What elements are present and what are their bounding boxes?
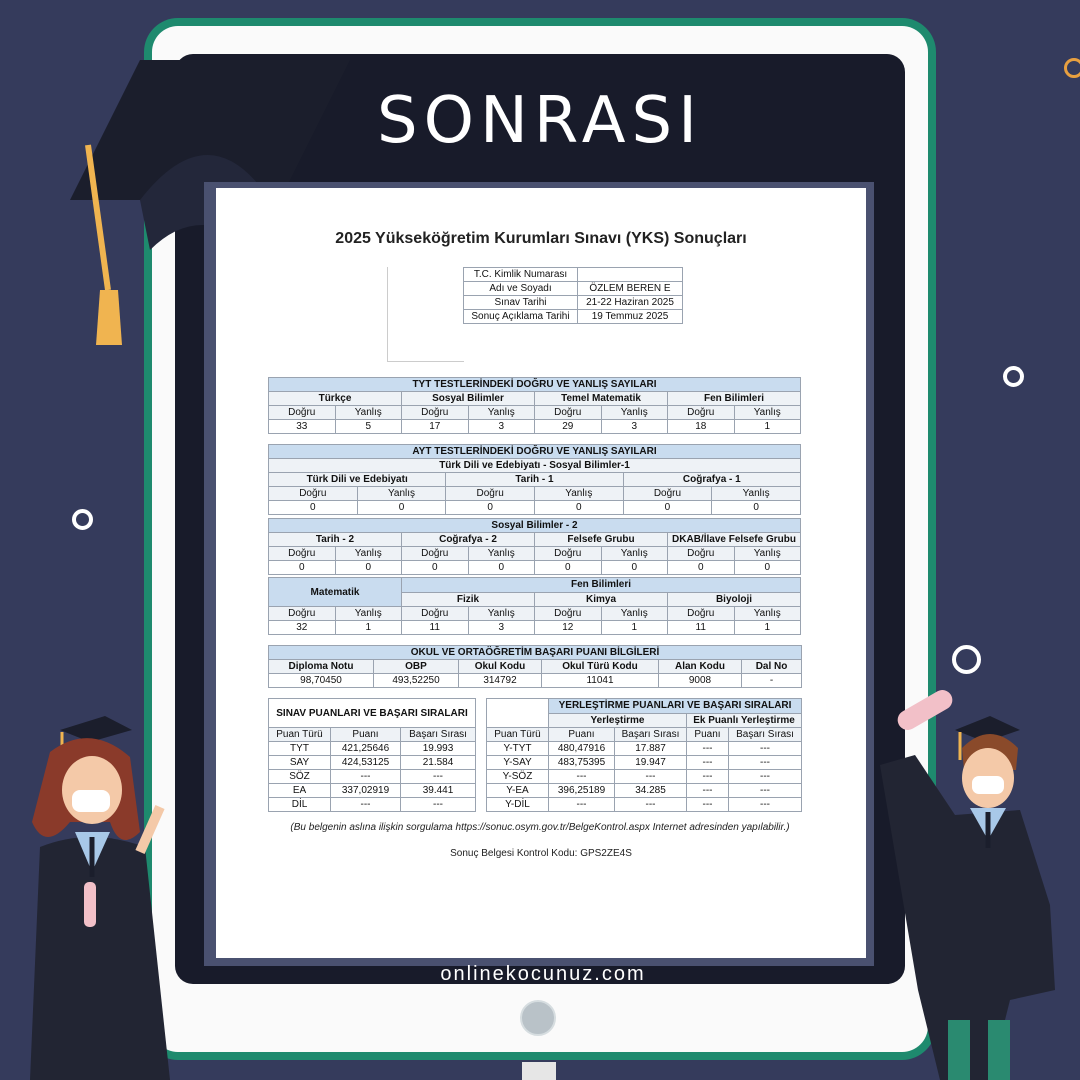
yanlis-header: Yanlış: [734, 406, 801, 420]
basari-sirasi: 39.441: [401, 784, 476, 798]
sinav-puanlari-table: [268, 698, 476, 812]
dogru-value: 0: [269, 501, 358, 515]
yanlis-header: Yanlış: [335, 607, 402, 621]
subject-name: Türkçe: [269, 392, 402, 406]
puan: ---: [549, 770, 615, 784]
basari-sirasi: ---: [401, 770, 476, 784]
column-header: Okul Türü Kodu: [542, 660, 659, 674]
puan: 480,47916: [549, 742, 615, 756]
info-value: 19 Temmuz 2025: [578, 310, 683, 324]
subject-name: Biyoloji: [668, 592, 801, 607]
website-url: onlinekocunuz.com: [440, 963, 646, 985]
subject-name: Sosyal Bilimler: [402, 392, 535, 406]
dogru-value: 29: [535, 420, 602, 434]
puan-turu: SAY: [269, 756, 331, 770]
yanlis-header: Yanlış: [734, 547, 801, 561]
cell-value: -: [742, 674, 802, 688]
ring-decoration: [952, 645, 981, 674]
column-header: OBP: [374, 660, 459, 674]
ek-basari-sirasi: ---: [729, 756, 802, 770]
puan: 424,53125: [331, 756, 401, 770]
info-value: 21-22 Haziran 2025: [578, 296, 683, 310]
info-label: T.C. Kimlik Numarası: [464, 268, 578, 282]
ayt-table-1: [268, 444, 801, 515]
yanlis-value: 0: [357, 501, 446, 515]
column-header: Puan Türü: [487, 728, 549, 742]
subject-name: Felsefe Grubu: [535, 533, 668, 547]
tablet-port: [522, 1062, 556, 1080]
ek-basari-sirasi: ---: [729, 798, 802, 812]
page-title: SONRASI: [376, 84, 704, 158]
column-header: Okul Kodu: [459, 660, 542, 674]
basari-sirasi: ---: [401, 798, 476, 812]
ek-puan: ---: [687, 756, 729, 770]
yanlis-value: 3: [468, 621, 535, 635]
yanlis-header: Yanlış: [357, 487, 446, 501]
dogru-header: Doğru: [535, 607, 602, 621]
yanlis-value: 1: [335, 621, 402, 635]
cell-value: 9008: [659, 674, 742, 688]
column-header: Alan Kodu: [659, 660, 742, 674]
home-button[interactable]: [520, 1000, 556, 1036]
dogru-header: Doğru: [402, 607, 469, 621]
basari-sirasi: 19.947: [615, 756, 687, 770]
puan-turu: Y-TYT: [487, 742, 549, 756]
column-header: Puanı: [549, 728, 615, 742]
tyt-title: TYT TESTLERİNDEKİ DOĞRU VE YANLIŞ SAYILARI: [269, 378, 801, 392]
puan-turu: Y-SÖZ: [487, 770, 549, 784]
dogru-value: 32: [269, 621, 336, 635]
yanlis-value: 3: [601, 420, 668, 434]
dogru-header: Doğru: [668, 607, 735, 621]
subject-name: DKAB/İlave Felsefe Grubu: [668, 533, 801, 547]
yerlestirme-table: [486, 698, 802, 812]
ek-basari-sirasi: ---: [729, 784, 802, 798]
yanlis-header: Yanlış: [734, 607, 801, 621]
yanlis-value: 0: [468, 561, 535, 575]
yanlis-value: 0: [712, 501, 801, 515]
sinav-title: SINAV PUANLARI VE BAŞARI SIRALARI: [269, 699, 476, 728]
dogru-value: 33: [269, 420, 336, 434]
dogru-header: Doğru: [535, 547, 602, 561]
yanlis-header: Yanlış: [601, 406, 668, 420]
dogru-value: 0: [446, 501, 535, 515]
info-label: Adı ve Soyadı: [464, 282, 578, 296]
yanlis-header: Yanlış: [335, 406, 402, 420]
yanlis-header: Yanlış: [468, 547, 535, 561]
yanlis-value: 0: [734, 561, 801, 575]
dogru-header: Doğru: [269, 406, 336, 420]
puan-turu: DİL: [269, 798, 331, 812]
yanlis-header: Yanlış: [712, 487, 801, 501]
column-header: Puanı: [331, 728, 401, 742]
dogru-value: 0: [402, 561, 469, 575]
dogru-value: 17: [402, 420, 469, 434]
cell-value: 314792: [459, 674, 542, 688]
column-header: Puan Türü: [269, 728, 331, 742]
puan: 337,02919: [331, 784, 401, 798]
ek-puanli-subheader: Ek Puanlı Yerleştirme: [687, 713, 802, 728]
cell-value: 11041: [542, 674, 659, 688]
puan: ---: [331, 770, 401, 784]
info-value: ÖZLEM BEREN E: [578, 282, 683, 296]
yanlis-header: Yanlış: [468, 406, 535, 420]
dogru-header: Doğru: [269, 487, 358, 501]
ring-decoration: [1003, 366, 1024, 387]
dogru-value: 0: [623, 501, 712, 515]
ayt-table-2: [268, 518, 801, 575]
column-header: Başarı Sırası: [729, 728, 802, 742]
cell-value: 493,52250: [374, 674, 459, 688]
puan: 396,25189: [549, 784, 615, 798]
puan: ---: [549, 798, 615, 812]
yanlis-value: 1: [601, 621, 668, 635]
yanlis-value: 0: [335, 561, 402, 575]
verification-note: (Bu belgenin aslına ilişkin sorgulama https://sonuc.osym.gov.tr/BelgeKontrol.aspx Internet adresinden yapılabilir.): [290, 822, 790, 833]
document-title: 2025 Yükseköğretim Kurumları Sınavı (YKS) Sonuçları: [335, 230, 747, 247]
dogru-value: 0: [668, 561, 735, 575]
yanlis-value: 0: [601, 561, 668, 575]
basari-sirasi: 34.285: [615, 784, 687, 798]
candidate-info-table: [463, 267, 683, 324]
dogru-value: 12: [535, 621, 602, 635]
yanlis-header: Yanlış: [335, 547, 402, 561]
dogru-header: Doğru: [668, 406, 735, 420]
column-header: Puanı: [687, 728, 729, 742]
dogru-header: Doğru: [446, 487, 535, 501]
puan-turu: Y-DİL: [487, 798, 549, 812]
yanlis-header: Yanlış: [601, 547, 668, 561]
control-code: Sonuç Belgesi Kontrol Kodu: GPS2ZE4S: [450, 848, 632, 859]
basari-sirasi: 21.584: [401, 756, 476, 770]
subject-name: Coğrafya - 2: [402, 533, 535, 547]
info-label: Sonuç Açıklama Tarihi: [464, 310, 578, 324]
ayt-group-title: Türk Dili ve Edebiyatı - Sosyal Bilimler-1: [269, 459, 801, 473]
dogru-value: 18: [668, 420, 735, 434]
puan: 421,25646: [331, 742, 401, 756]
puan-turu: EA: [269, 784, 331, 798]
subject-name: Tarih - 1: [446, 473, 623, 487]
column-header: Dal No: [742, 660, 802, 674]
info-label: Sınav Tarihi: [464, 296, 578, 310]
ring-decoration: [72, 509, 93, 530]
ring-decoration: [1064, 58, 1080, 78]
dogru-value: 11: [668, 621, 735, 635]
dogru-value: 0: [269, 561, 336, 575]
puan-turu: SÖZ: [269, 770, 331, 784]
puan: ---: [331, 798, 401, 812]
subject-name: Matematik: [269, 578, 402, 607]
dogru-header: Doğru: [535, 406, 602, 420]
ayt-table-3: [268, 577, 801, 635]
column-header: Başarı Sırası: [401, 728, 476, 742]
dogru-value: 11: [402, 621, 469, 635]
basari-sirasi: ---: [615, 798, 687, 812]
okul-title: OKUL VE ORTAÖĞRETİM BAŞARI PUANI BİLGİLERİ: [269, 646, 802, 660]
dogru-header: Doğru: [668, 547, 735, 561]
dogru-header: Doğru: [623, 487, 712, 501]
ayt-group-title: Sosyal Bilimler - 2: [269, 519, 801, 533]
fen-title: Fen Bilimleri: [402, 578, 801, 593]
yanlis-value: 1: [734, 621, 801, 635]
blank-cell: [487, 699, 549, 728]
subject-name: Kimya: [535, 592, 668, 607]
subject-name: Fizik: [402, 592, 535, 607]
subject-name: Fen Bilimleri: [668, 392, 801, 406]
graduate-girl-illustration: [20, 712, 180, 1080]
yanlis-value: 3: [468, 420, 535, 434]
ek-puan: ---: [687, 798, 729, 812]
puan-turu: Y-EA: [487, 784, 549, 798]
yanlis-header: Yanlış: [601, 607, 668, 621]
ek-basari-sirasi: ---: [729, 770, 802, 784]
yanlis-value: 5: [335, 420, 402, 434]
yerlestirme-subheader: Yerleştirme: [549, 713, 687, 728]
dogru-header: Doğru: [402, 547, 469, 561]
subject-name: Coğrafya - 1: [623, 473, 800, 487]
ek-basari-sirasi: ---: [729, 742, 802, 756]
subject-name: Temel Matematik: [535, 392, 668, 406]
info-value: [578, 268, 683, 282]
subject-name: Tarih - 2: [269, 533, 402, 547]
dogru-header: Doğru: [402, 406, 469, 420]
photo-placeholder: [387, 267, 464, 362]
ek-puan: ---: [687, 742, 729, 756]
column-header: Başarı Sırası: [615, 728, 687, 742]
basari-sirasi: ---: [615, 770, 687, 784]
yanlis-header: Yanlış: [534, 487, 623, 501]
column-header: Diploma Notu: [269, 660, 374, 674]
dogru-value: 0: [535, 561, 602, 575]
puan-turu: TYT: [269, 742, 331, 756]
tyt-table: [268, 377, 801, 434]
yanlis-header: Yanlış: [468, 607, 535, 621]
basari-sirasi: 17.887: [615, 742, 687, 756]
subject-name: Türk Dili ve Edebiyatı: [269, 473, 446, 487]
yerlestirme-title: YERLEŞTİRME PUANLARI VE BAŞARI SIRALARI: [549, 699, 802, 714]
ek-puan: ---: [687, 770, 729, 784]
yanlis-value: 0: [534, 501, 623, 515]
dogru-header: Doğru: [269, 547, 336, 561]
cell-value: 98,70450: [269, 674, 374, 688]
puan-turu: Y-SAY: [487, 756, 549, 770]
dogru-header: Doğru: [269, 607, 336, 621]
puan: 483,75395: [549, 756, 615, 770]
ayt-title: AYT TESTLERİNDEKİ DOĞRU VE YANLIŞ SAYILARI: [269, 445, 801, 459]
yanlis-value: 1: [734, 420, 801, 434]
okul-table: [268, 645, 802, 688]
ek-puan: ---: [687, 784, 729, 798]
basari-sirasi: 19.993: [401, 742, 476, 756]
graduate-boy-illustration: [870, 690, 1070, 1080]
